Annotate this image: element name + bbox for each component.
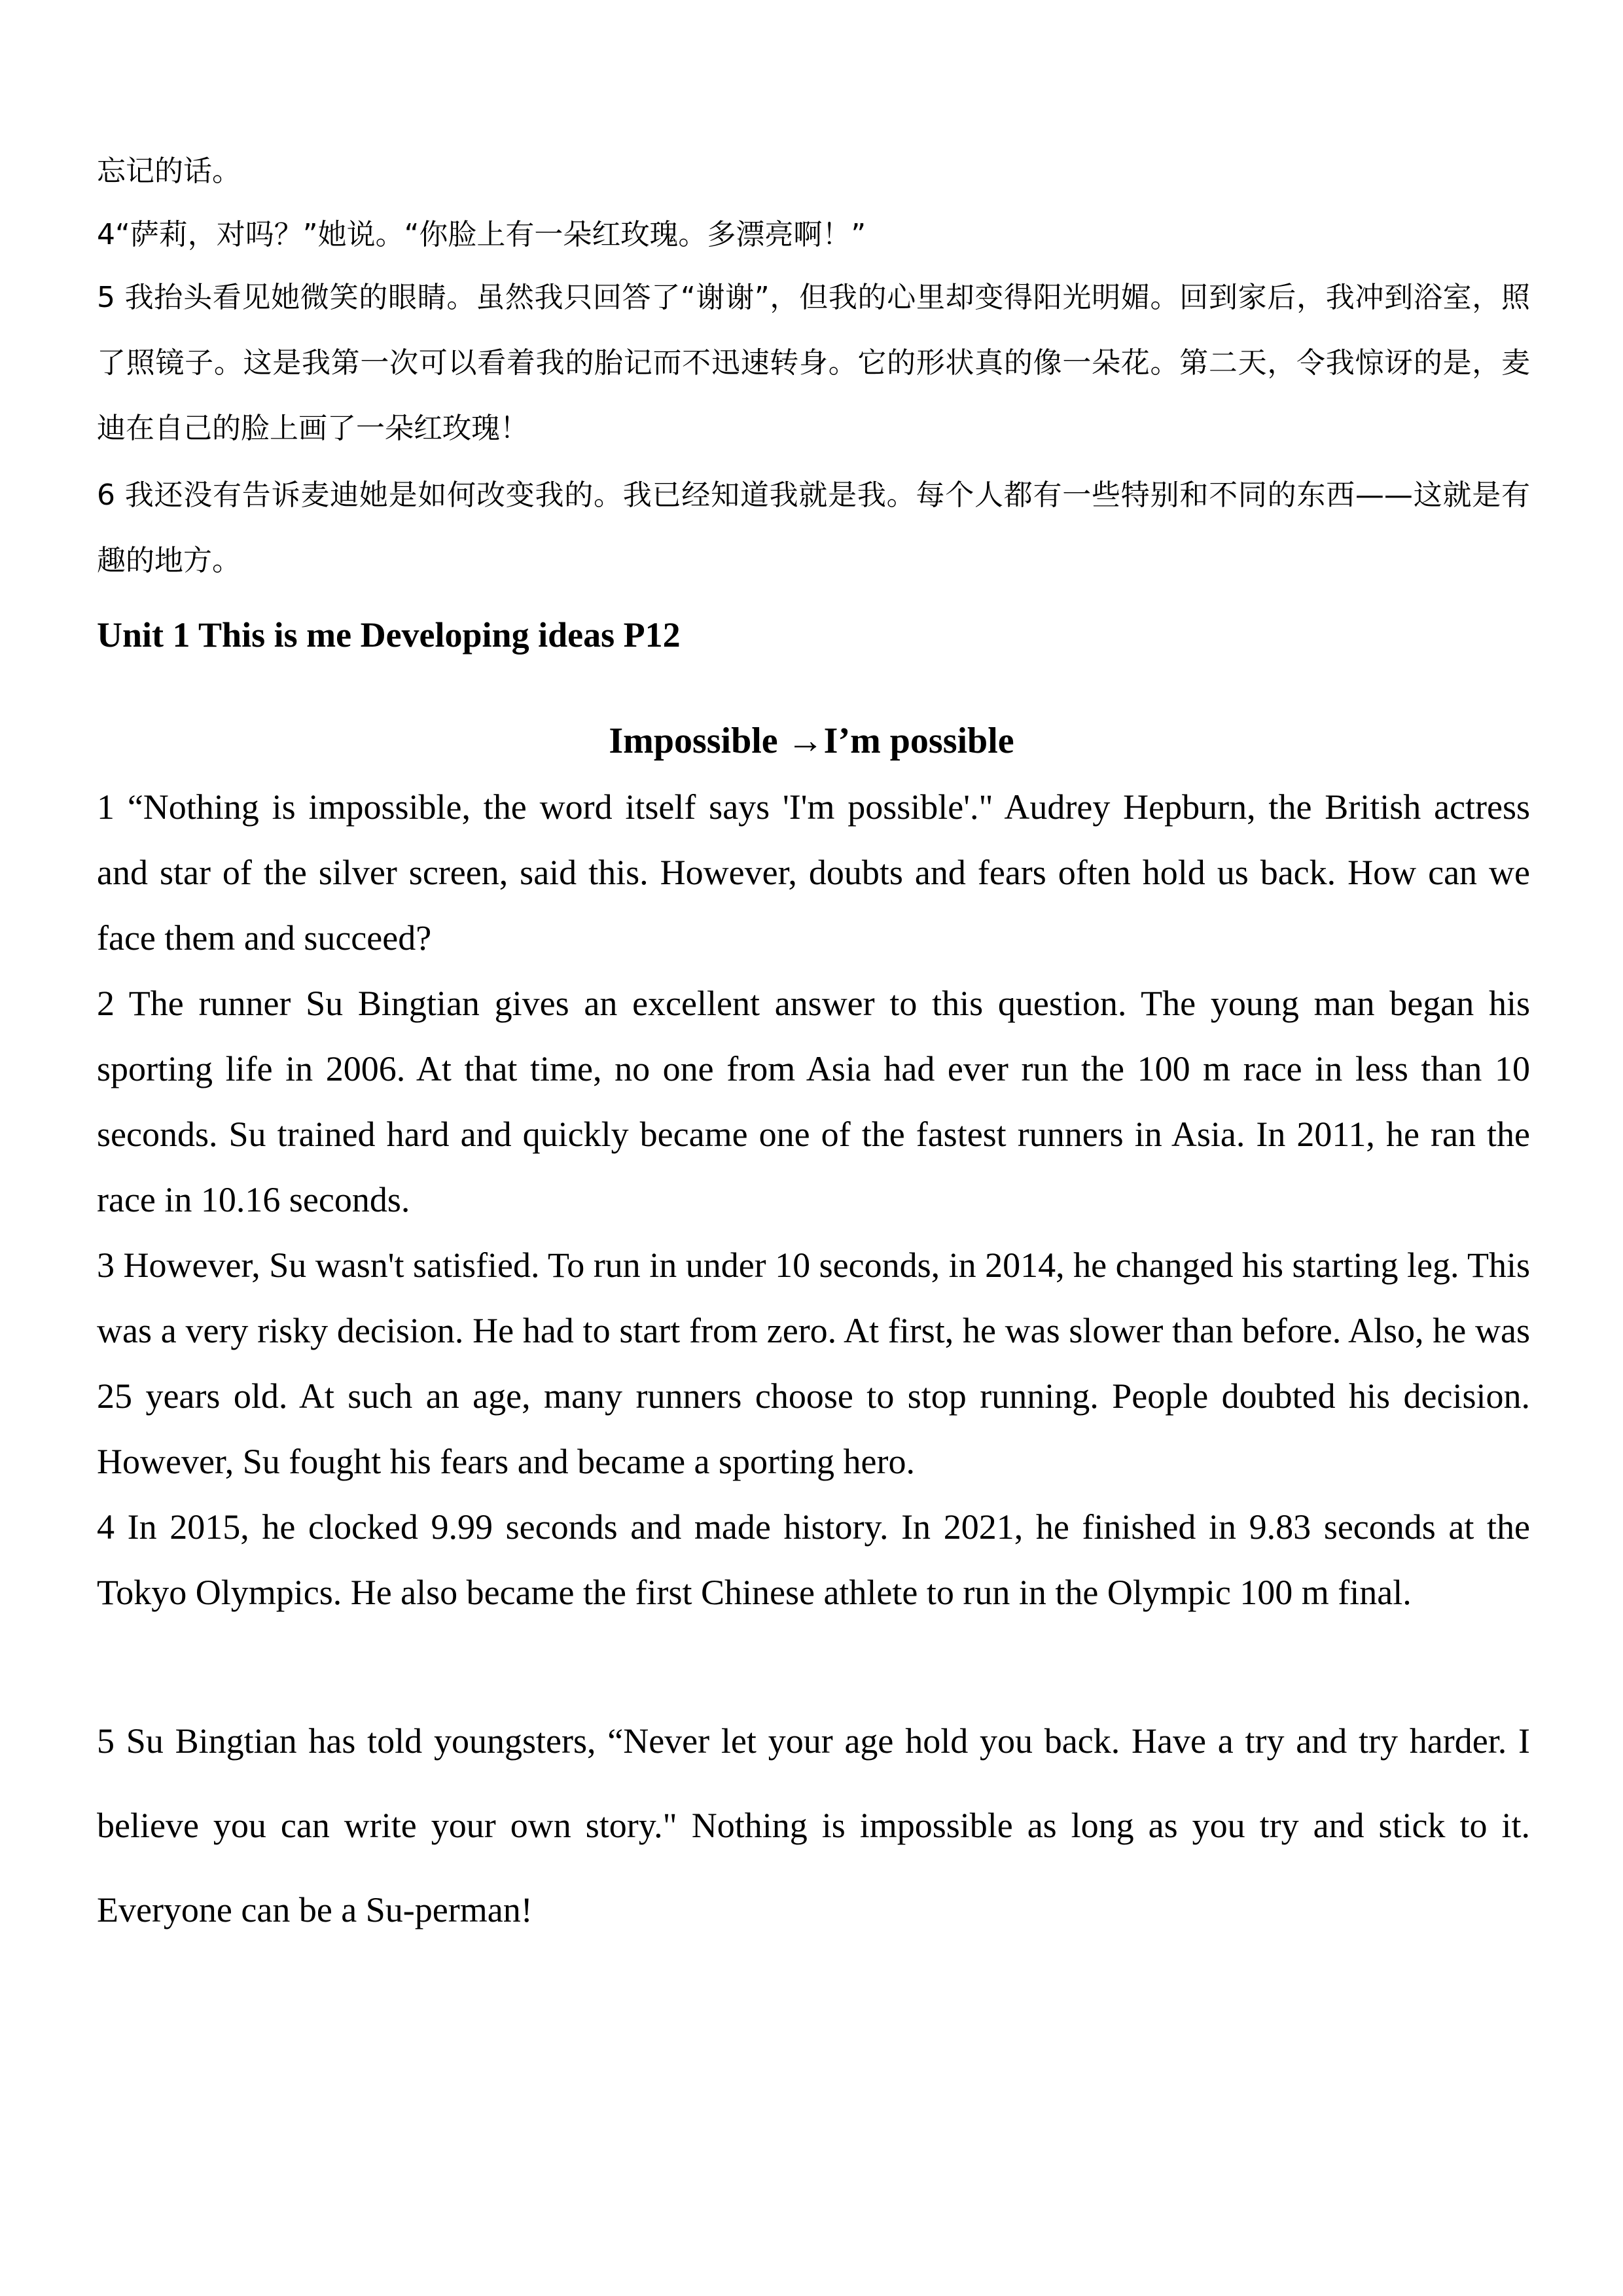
article-title: Impossible →I’m possible <box>609 721 1014 761</box>
chinese-line-forget: 忘记的话。 <box>97 154 241 188</box>
chinese-paragraph-4: 4“萨莉，对吗？”她说。“你脸上有一朵红玫瑰。多漂亮啊！” <box>97 218 866 251</box>
article-paragraph-1: 1 “Nothing is impossible, the word itself says 'I'm possible'." Audrey Hepburn, the British actress and star of the silver screen, said this. However, doubts and fears often hold us back. How can we face them and succeed? <box>97 787 1530 958</box>
chinese-paragraph-5: 5 我抬头看见她微笑的眼睛。虽然我只回答了“谢谢”，但我的心里却变得阳光明媚。回到家后，我冲到浴室，照了照镜子。这是我第一次可以看着我的胎记而不迅速转身。它的形状真的像一朵花。第二天，令我惊讶的是，麦迪在自己的脸上画了一朵红玫瑰！ <box>97 281 1530 445</box>
article-paragraph-2: 2 The runner Su Bingtian gives an excellent answer to this question. The young man began his sporting life in 2006. At that time, no one from Asia had ever run the 100 m race in less than 10 seconds. Su trained hard and quickly became one of the fastest runners in Asia. In 2011, he ran the race in 10.16 seconds. <box>97 984 1530 1219</box>
section-heading: Unit 1 This is me Developing ideas P12 <box>97 615 681 655</box>
article-paragraph-5: 5 Su Bingtian has told youngsters, “Never let your age hold you back. Have a try and try harder. I believe you can write your own story." Nothing is impossible as long as you try and stick to it. Everyone can be a Su-perman! <box>97 1721 1530 1929</box>
article-paragraph-3: 3 However, Su wasn't satisfied. To run in under 10 seconds, in 2014, he changed his starting leg. This was a very risky decision. He had to start from zero. At first, he was slower than before. Also, he was 25 years old. At such an age, many runners choose to stop running. People doubted his decision. However, Su fought his fears and became a sporting hero. <box>97 1246 1530 1481</box>
article-paragraph-4: 4 In 2015, he clocked 9.99 seconds and made history. In 2021, he finished in 9.83 seconds at the Tokyo Olympics. He also became the first Chinese athlete to run in the Olympic 100 m final. <box>97 1507 1530 1612</box>
chinese-paragraph-6: 6 我还没有告诉麦迪她是如何改变我的。我已经知道我就是我。每个人都有一些特别和不同的东西——这就是有趣的地方。 <box>97 478 1530 577</box>
